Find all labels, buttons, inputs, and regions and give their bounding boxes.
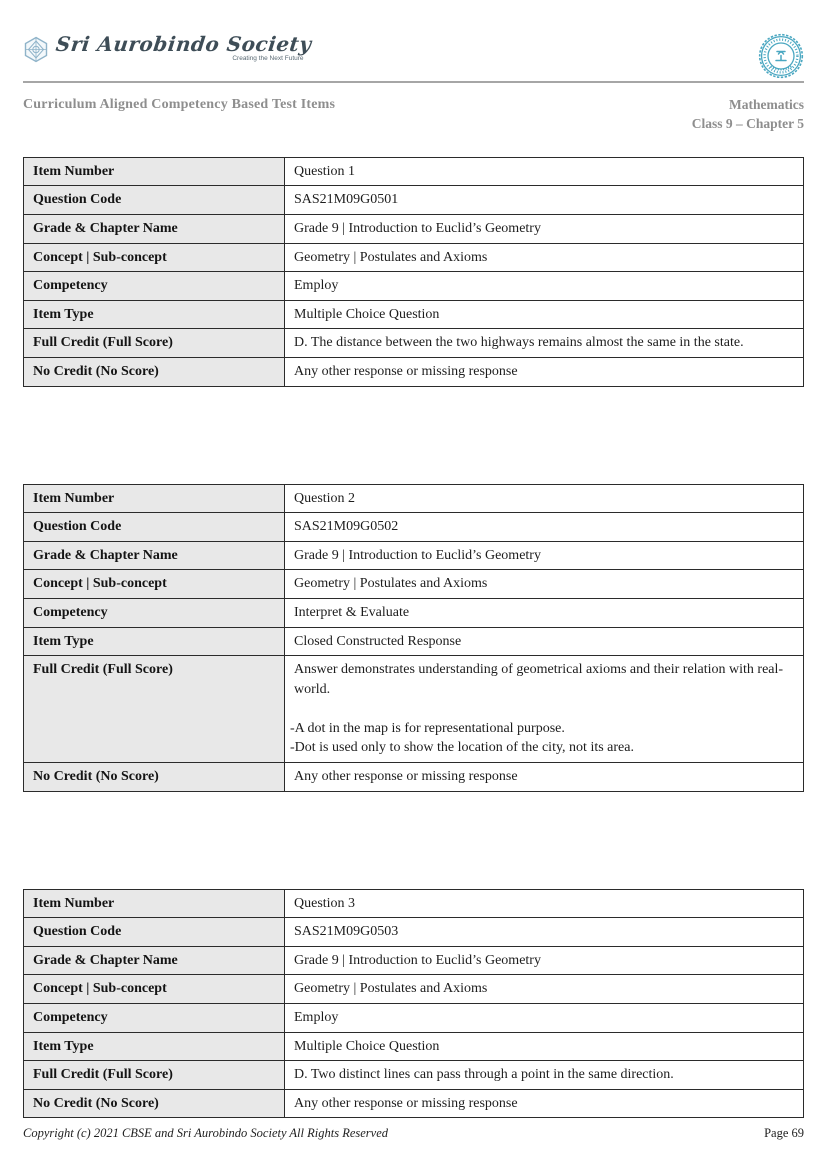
row-label: Grade & Chapter Name (24, 946, 285, 975)
table-row (24, 300, 804, 329)
row-label: Item Number (24, 157, 285, 186)
row-value: Employ (285, 272, 804, 301)
row-value: Grade 9 | Introduction to Euclid’s Geometry (285, 214, 804, 243)
doc-title: Curriculum Aligned Competency Based Test Items (23, 97, 336, 112)
spec-table-question-2 (23, 484, 804, 792)
row-value: SAS21M09G0501 (285, 186, 804, 215)
copyright-text: Copyright (c) 2021 CBSE and Sri Aurobindo Society All Rights Reserved (23, 1126, 388, 1140)
table-row (24, 1032, 804, 1061)
table-row (24, 918, 804, 947)
row-label: Grade & Chapter Name (24, 541, 285, 570)
row-value: D. The distance between the two highways remains almost the same in the state. (285, 329, 804, 358)
subject-title: Mathematics (729, 97, 804, 112)
row-value: Closed Constructed Response (285, 627, 804, 656)
value-line: Answer demonstrates understanding of geometrical axioms and their relation with real-world. (294, 662, 784, 697)
table-row (24, 541, 804, 570)
value-line: -Dot is used only to show the location of the city, not its area. (290, 740, 634, 756)
table-row (24, 1089, 804, 1118)
table-row (24, 329, 804, 358)
table-row (24, 570, 804, 599)
row-label: Competency (24, 272, 285, 301)
row-label: No Credit (No Score) (24, 1089, 285, 1118)
table-row (24, 627, 804, 656)
row-value: Geometry | Postulates and Axioms (285, 243, 804, 272)
org-tagline: Creating the Next Future (232, 55, 304, 62)
society-hexagon-icon (23, 36, 49, 63)
row-label: No Credit (No Score) (24, 357, 285, 386)
row-value: Question 3 (285, 889, 804, 918)
row-label: Competency (24, 1004, 285, 1033)
row-value: Multiple Choice Question (285, 1032, 804, 1061)
row-value: Question 1 (285, 157, 804, 186)
row-value: Any other response or missing response (285, 1089, 804, 1118)
table-row (24, 763, 804, 792)
table-row (24, 1061, 804, 1090)
row-label: Item Type (24, 627, 285, 656)
row-label: Concept | Sub-concept (24, 975, 285, 1004)
row-value (285, 656, 804, 763)
value-line (294, 699, 794, 719)
header-right (692, 96, 804, 134)
table-row (24, 513, 804, 542)
row-value: Any other response or missing response (285, 763, 804, 792)
table-row (24, 214, 804, 243)
table-row (24, 272, 804, 301)
row-label: Question Code (24, 186, 285, 215)
row-label: Grade & Chapter Name (24, 214, 285, 243)
page-number: Page 69 (764, 1126, 804, 1140)
row-label: Concept | Sub-concept (24, 243, 285, 272)
row-label: Item Number (24, 484, 285, 513)
table-row (24, 946, 804, 975)
spec-table-question-3 (23, 889, 804, 1119)
table-row (24, 243, 804, 272)
row-label: Competency (24, 598, 285, 627)
table-row (24, 598, 804, 627)
row-label: Full Credit (Full Score) (24, 329, 285, 358)
table-row (24, 484, 804, 513)
row-label: Item Type (24, 300, 285, 329)
row-value: Question 2 (285, 484, 804, 513)
row-label: Question Code (24, 513, 285, 542)
class-chapter: Class 9 – Chapter 5 (691, 115, 804, 131)
spec-table-question-1 (23, 157, 804, 387)
table-row (24, 186, 804, 215)
row-value: Geometry | Postulates and Axioms (285, 570, 804, 599)
row-value: D. Two distinct lines can pass through a point in the same direction. (285, 1061, 804, 1090)
row-label: No Credit (No Score) (24, 763, 285, 792)
row-value: Employ (285, 1004, 804, 1033)
table-row (24, 656, 804, 763)
row-value: Geometry | Postulates and Axioms (285, 975, 804, 1004)
header-title-row (23, 96, 804, 134)
row-value: Grade 9 | Introduction to Euclid’s Geometry (285, 541, 804, 570)
row-label: Full Credit (Full Score) (24, 656, 285, 763)
table-row (24, 357, 804, 386)
row-value: Multiple Choice Question (285, 300, 804, 329)
header-rule (23, 81, 804, 83)
table-row (24, 975, 804, 1004)
row-label: Item Number (24, 889, 285, 918)
row-value: SAS21M09G0503 (285, 918, 804, 947)
org-text (56, 33, 312, 62)
row-value: Any other response or missing response (285, 357, 804, 386)
table-row (24, 1004, 804, 1033)
row-value: Interpret & Evaluate (285, 598, 804, 627)
table-row (24, 157, 804, 186)
org-name: Sri Aurobindo Society (54, 32, 314, 56)
row-label: Concept | Sub-concept (24, 570, 285, 599)
cbse-emblem-icon (758, 33, 804, 79)
org-logo (23, 33, 312, 63)
table-row (24, 889, 804, 918)
row-label: Item Type (24, 1032, 285, 1061)
value-line: -A dot in the map is for representational purpose. (290, 720, 565, 736)
header-brand-row (23, 33, 804, 80)
page-footer (23, 1126, 804, 1141)
row-label: Full Credit (Full Score) (24, 1061, 285, 1090)
row-label: Question Code (24, 918, 285, 947)
row-value: Grade 9 | Introduction to Euclid’s Geometry (285, 946, 804, 975)
row-value: SAS21M09G0502 (285, 513, 804, 542)
